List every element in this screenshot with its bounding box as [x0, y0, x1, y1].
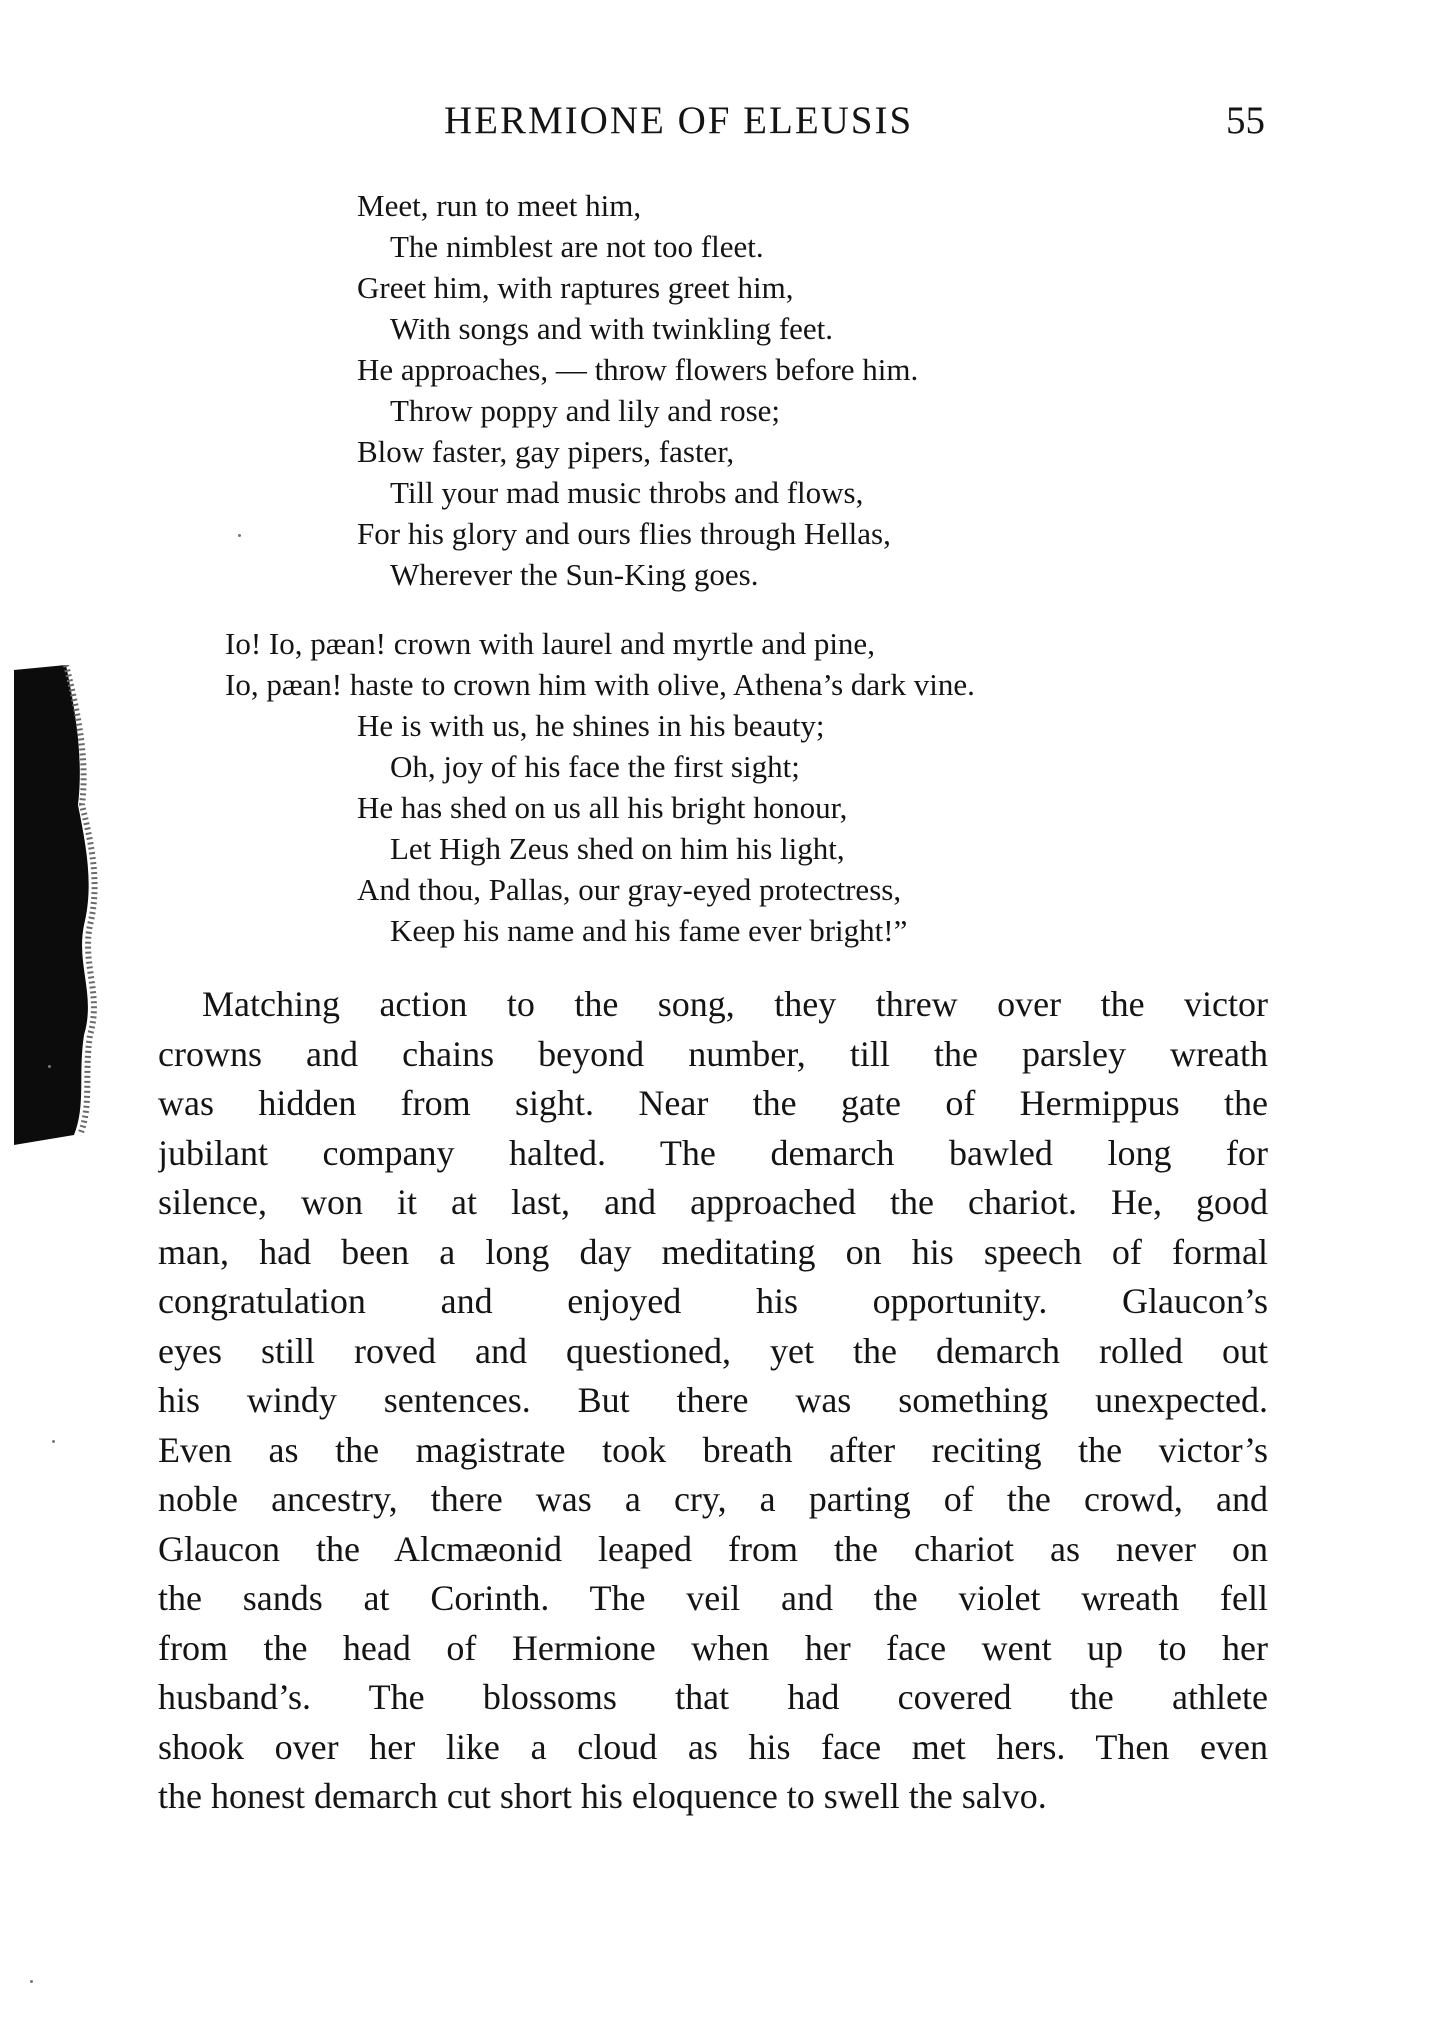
- poem-line: Wherever the Sun-King goes.: [390, 557, 759, 592]
- scan-speck: [52, 1440, 55, 1443]
- prose-line: Even as the magistrate took breath after reciting the victor’s: [158, 1429, 1268, 1470]
- prose-line: the sands at Corinth. The veil and the violet wreath fell: [158, 1578, 1268, 1618]
- prose-line: noble ancestry, there was a cry, a parting of the crowd, and: [158, 1479, 1268, 1519]
- prose-line: eyes still roved and questioned, yet the demarch rolled out: [158, 1330, 1268, 1371]
- poem-line: He has shed on us all his bright honour,: [357, 790, 848, 825]
- page-number: 55: [1226, 99, 1265, 142]
- poem-line: With songs and with twinkling feet.: [390, 311, 834, 346]
- poem-line: And thou, Pallas, our gray-eyed protectress,: [357, 872, 902, 907]
- prose-line: was hidden from sight. Near the gate of Hermippus the: [158, 1083, 1268, 1123]
- scan-binding-shadow: [14, 665, 114, 1145]
- poem-line: For his glory and ours flies through Hellas,: [357, 516, 891, 551]
- poem-line: The nimblest are not too fleet.: [390, 229, 764, 264]
- poem-line: He is with us, he shines in his beauty;: [357, 708, 825, 743]
- poem-line: Meet, run to meet him,: [357, 188, 642, 223]
- scan-speck: [30, 1980, 33, 1983]
- prose-line: congratulation and enjoyed his opportunity. Glaucon’s: [158, 1281, 1268, 1321]
- poem-line: Io! Io, pæan! crown with laurel and myrtle and pine,: [225, 626, 875, 661]
- prose-line: the honest demarch cut short his eloquence to swell the salvo.: [158, 1776, 1047, 1816]
- prose-line: Glaucon the Alcmæonid leaped from the chariot as never on: [158, 1528, 1268, 1569]
- prose-line: jubilant company halted. The demarch bawled long for: [158, 1132, 1268, 1173]
- prose-line: man, had been a long day meditating on his speech of formal: [158, 1231, 1268, 1272]
- poem-line: Greet him, with raptures greet him,: [357, 270, 794, 305]
- prose-line: his windy sentences. But there was something unexpected.: [158, 1380, 1268, 1420]
- poem-line: Blow faster, gay pipers, faster,: [357, 434, 735, 469]
- poem-line: Io, pæan! haste to crown him with olive, Athena’s dark vine.: [225, 667, 975, 702]
- poem-line: Throw poppy and lily and rose;: [390, 393, 781, 428]
- scan-speck: [48, 1065, 51, 1068]
- prose-line: husband’s. The blossoms that had covered the athlete: [158, 1677, 1268, 1717]
- page-header: [150, 98, 1270, 148]
- scan-speck: [238, 534, 241, 537]
- poem-line: Let High Zeus shed on him his light,: [390, 831, 845, 866]
- prose-line: silence, won it at last, and approached the chariot. He, good: [158, 1182, 1268, 1222]
- prose-line: shook over her like a cloud as his face met hers. Then even: [158, 1726, 1268, 1767]
- poem-line: Keep his name and his fame ever bright!”: [390, 913, 908, 948]
- prose-line: from the head of Hermione when her face went up to her: [158, 1627, 1268, 1668]
- poem-line: Till your mad music throbs and flows,: [390, 475, 864, 510]
- poem-line: He approaches, — throw flowers before him.: [357, 352, 919, 387]
- prose-line: crowns and chains beyond number, till the parsley wreath: [158, 1033, 1268, 1074]
- running-title: HERMIONE OF ELEUSIS: [444, 99, 914, 142]
- poem-line: Oh, joy of his face the first sight;: [390, 749, 800, 784]
- prose-paragraph: [158, 980, 1268, 1822]
- prose-line: Matching action to the song, they threw over the victor: [202, 984, 1268, 1024]
